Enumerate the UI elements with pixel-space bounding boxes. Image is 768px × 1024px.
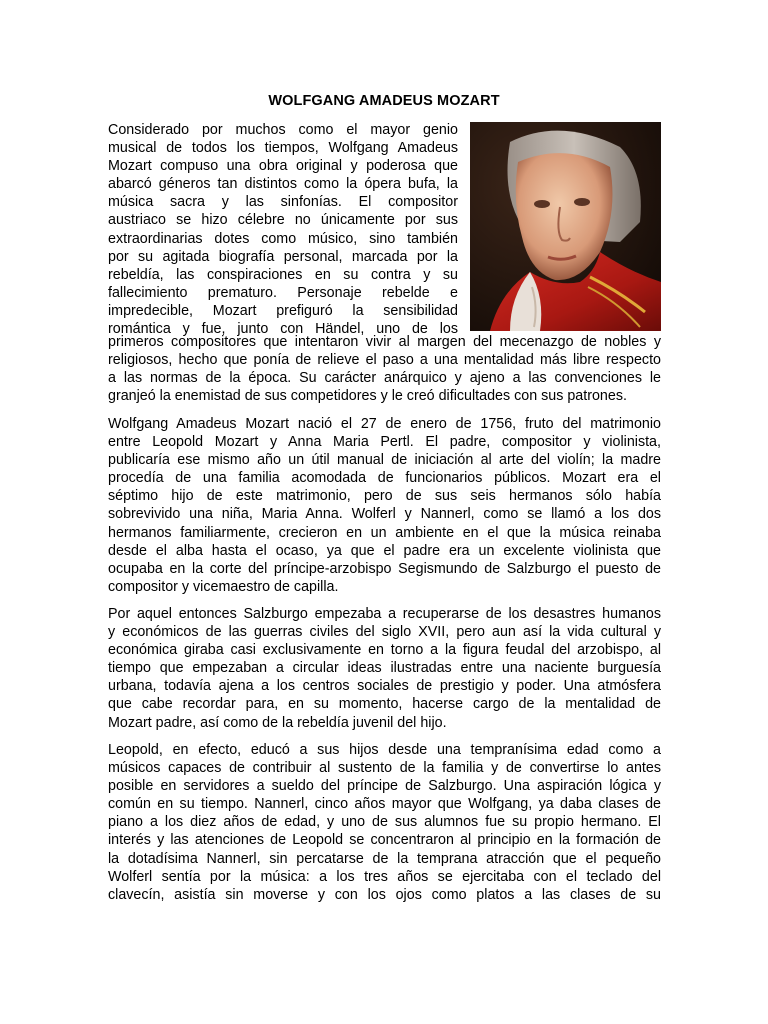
text-line: séptimo hijo de este matrimonio, pero de sus seis hermanos sólo había: [108, 488, 661, 505]
text-line: rebeldía, las conspiraciones en su contra y su: [108, 266, 458, 283]
paragraph-1-wrapped: [108, 121, 458, 339]
text-line: hermanos familiarmente, crecieron en un ambiente en el que la música reinaba: [108, 524, 661, 541]
text-line: musical de todos los tiempos, Wolfgang Amadeus: [108, 140, 458, 157]
text-line: granjeó la enemistad de sus competidores y le creó dificultades con sus patrones.: [108, 388, 627, 405]
text-line: publicaría ese mismo año un útil manual de iniciación al arte del violín; la madre: [108, 452, 661, 469]
text-line: común en su tiempo. Nannerl, cinco años mayor que Wolfgang, ya daba clases de: [108, 796, 661, 813]
text-line: por su agitada biografía personal, marcada por la: [108, 248, 458, 265]
text-line: religiosos, hecho que ponía de relieve el paso a una mentalidad más libre respecto: [108, 352, 661, 369]
text-line: música sacra y las sinfonías. El compositor: [108, 194, 458, 211]
text-line: Considerado por muchos como el mayor genio: [108, 122, 458, 138]
paragraph-1-continued: [108, 333, 661, 405]
text-line: desde el alba hasta el ocaso, ya que el padre era un excelente violinista que: [108, 542, 661, 559]
text-line: Mozart compuso una obra original y poderosa que: [108, 158, 458, 175]
mozart-portrait-image: [470, 122, 661, 331]
text-line: compositor y vicemaestro de capilla.: [108, 578, 339, 595]
text-line: fallecimiento prematuro. Personaje rebelde e: [108, 284, 458, 301]
document-title: WOLFGANG AMADEUS MOZART: [268, 93, 500, 109]
text-line: Wolfgang Amadeus Mozart nació el 27 de enero de 1756, fruto del matrimonio: [108, 416, 661, 432]
text-line: entre Leopold Mozart y Anna Maria Pertl. El padre, compositor y violinista,: [108, 434, 661, 451]
text-line: extraordinarias dotes como músico, sino también: [108, 230, 458, 247]
text-line: urbana, todavía ajena a los centros sociales de prestigio y poder. Una atmósfera: [108, 678, 661, 695]
text-line: económica giraba casi exclusivamente en torno a la figura feudal del arzobispo, al: [108, 642, 661, 659]
text-line: sobrevivido una niña, Maria Anna. Wolferl y Nannerl, como se llamó a los dos: [108, 506, 661, 523]
paragraph-3: [108, 605, 661, 732]
text-line: a las normas de la época. Su carácter anárquico y ajeno a las convenciones le: [108, 370, 661, 387]
text-line: procedía de una familia acomodada de funcionarios públicos. Mozart era el: [108, 470, 661, 487]
text-line: impredecible, Mozart prefiguró la sensibilidad: [108, 302, 458, 319]
text-line: ocupaba en la corte del príncipe-arzobispo Segismundo de Salzburgo el puesto de: [108, 560, 661, 577]
text-line: interés y las atenciones de Leopold se concentraron al principio en la formación de: [108, 832, 661, 849]
text-line: austriaco se hizo célebre no únicamente por sus: [108, 212, 458, 229]
text-line: romántica y fue, junto con Händel, uno de los: [108, 321, 458, 338]
text-line: Por aquel entonces Salzburgo empezaba a recuperarse de los desastres humanos: [108, 606, 661, 622]
text-line: posible en servidores a sueldo del príncipe de Salzburgo. Una aspiración lógica y: [108, 778, 661, 795]
text-line: que cabe recordar para, en su momento, hacerse cargo de la mentalidad de: [108, 696, 661, 713]
text-line: Leopold, en efecto, educó a sus hijos desde una tempranísima edad como a: [108, 742, 661, 758]
text-line: tiempo que empezaban a circular ideas ilustradas entre una naciente burguesía: [108, 660, 661, 677]
text-line: y económicos de las guerras civiles del siglo XVII, pero aun así la vida cultural y: [108, 624, 661, 641]
text-line: músicos capaces de contribuir al sustento de la familia y de convertirse lo antes: [108, 760, 661, 777]
text-line: piano a los diez años de edad, y uno de sus alumnos fue su propio hermano. El: [108, 814, 661, 831]
text-line: Wolferl sentía por la música: a los tres años se ejercitaba con el teclado del: [108, 868, 661, 885]
text-line: Mozart padre, así como de la rebeldía juvenil del hijo.: [108, 714, 447, 731]
text-line: primeros compositores que intentaron vivir al margen del mecenazgo de nobles y: [108, 334, 661, 350]
paragraph-4: [108, 741, 661, 904]
portrait-graphic: [470, 122, 661, 331]
text-line: abarcó géneros tan distintos como la ópera bufa, la: [108, 176, 458, 193]
text-line: la dotadísima Nannerl, sin percatarse de la temprana atracción que el pequeño: [108, 850, 661, 867]
text-line: clavecín, asistía sin moverse y con los ojos como platos a las clases de su: [108, 886, 661, 903]
paragraph-2: [108, 415, 661, 596]
